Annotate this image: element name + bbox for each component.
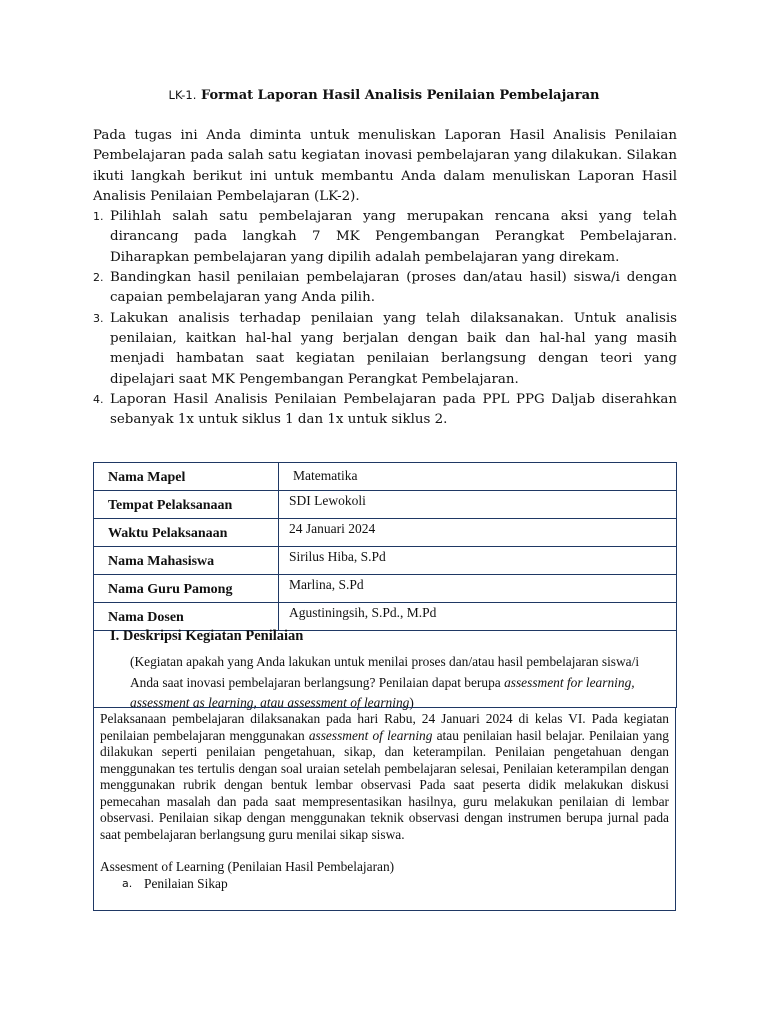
step-item bbox=[93, 390, 677, 431]
row-value: Sirilus Hiba, S.Pd bbox=[279, 547, 677, 575]
answer-subheading: Assesment of Learning (Penilaian Hasil Pembelajaran) bbox=[100, 859, 395, 874]
answer-italic-text: assessment of learning bbox=[308, 727, 433, 743]
note-italic-text: assessment for learning, assessment as learning, atau assessment of learning bbox=[130, 674, 635, 710]
worksheet-title bbox=[0, 88, 768, 103]
worksheet-title-text: Format Laporan Hasil Analisis Penilaian Pembelajaran bbox=[200, 88, 600, 103]
row-value: Matematika bbox=[279, 463, 677, 491]
row-value: 24 Januari 2024 bbox=[279, 519, 677, 547]
row-label: Nama Dosen bbox=[94, 603, 279, 631]
list-marker: a. bbox=[122, 876, 133, 890]
answer-paragraph bbox=[100, 711, 669, 843]
row-label: Nama Guru Pamong bbox=[94, 575, 279, 603]
section-note bbox=[130, 652, 660, 714]
table-row bbox=[94, 575, 677, 603]
step-text: Bandingkan hasil penilaian pembelajaran (proses dan/atau hasil) siswa/i dengan capaian pembelajaran yang Anda pilih. bbox=[110, 270, 677, 306]
step-item bbox=[93, 268, 677, 309]
step-text: Pilihlah salah satu pembelajaran yang merupakan rencana aksi yang telah dirancang pada langkah 7 MK Pengembangan Perangkat Pembelajaran. Diharapkan pembelajaran yang dipilih adalah pembelajaran yang direkam. bbox=[110, 209, 677, 265]
intro-paragraph: Pada tugas ini Anda diminta untuk menuliskan Laporan Hasil Analisis Penilaian Pembelajaran pada salah satu kegiatan inovasi pembelajaran yang dilakukan. Silakan ikuti langkah berikut ini untuk membantu Anda dalam menuliskan Laporan Hasil Analisis Penilaian Pembelajaran (LK-2). bbox=[93, 128, 677, 204]
table-row bbox=[94, 547, 677, 575]
row-label: Waktu Pelaksanaan bbox=[94, 519, 279, 547]
worksheet-code: LK-1. bbox=[168, 88, 197, 102]
list-item bbox=[100, 876, 669, 893]
row-value: Marlina, S.Pd bbox=[279, 575, 677, 603]
step-number: 2. bbox=[93, 271, 104, 285]
step-item bbox=[93, 309, 677, 390]
answer-box bbox=[93, 707, 676, 911]
step-number: 4. bbox=[93, 392, 104, 406]
answer-text: Pelaksanaan pembelajaran dilaksanakan pada hari Rabu, 24 Januari 2024 di kelas VI. Pada kegiatan penilaian pembelajaran menggunakan bbox=[100, 711, 669, 743]
step-item bbox=[93, 207, 677, 268]
step-number: 1. bbox=[93, 210, 104, 224]
instruction-steps bbox=[93, 207, 677, 430]
row-label: Nama Mapel bbox=[94, 463, 279, 491]
note-close: ) bbox=[409, 695, 414, 710]
step-text: Laporan Hasil Analisis Penilaian Pembelajaran pada PPL PPG Daljab diserahkan sebanyak 1x untuk siklus 1 dan 1x untuk siklus 2. bbox=[110, 391, 677, 428]
row-label: Nama Mahasiswa bbox=[94, 547, 279, 575]
section-heading: I. Deskripsi Kegiatan Penilaian bbox=[110, 628, 304, 644]
answer-text: atau penilaian hasil belajar. Penilaian yang dilakukan seperti penilaian pengetahuan, sikap, dan keterampilan. Penilaian pengetahuan dengan menggunakan tes tertulis dengan soal uraian setelah pembelajaran selesai, Penilaian keterampilan dengan menggunakan rubrik dengan bentuk lembar observasi Pada saat peserta didik melakukan diskusi pemecahan masalah dan pada saat mempresentasikan hasilnya, guru melakukan penilaian di lembar observasi. Penilaian sikap dengan menggunakan teknik observasi dengan instrumen berupa jurnal pada saat pembelajaran berlangsung guru menilai sikap siswa. bbox=[100, 727, 670, 842]
row-value: SDI Lewokoli bbox=[279, 491, 677, 519]
step-number: 3. bbox=[93, 311, 104, 325]
info-table bbox=[93, 462, 677, 631]
row-label: Tempat Pelaksanaan bbox=[94, 491, 279, 519]
note-text: (Kegiatan apakah yang Anda lakukan untuk menilai proses dan/atau hasil pembelajaran siswa/i Anda saat inovasi pembelajaran berlangsung? Penilaian dapat berupa bbox=[130, 654, 640, 690]
section-description bbox=[93, 625, 677, 708]
row-value: Agustiningsih, S.Pd., M.Pd bbox=[279, 603, 677, 631]
table-row bbox=[94, 463, 677, 491]
table-row bbox=[94, 519, 677, 547]
table-row bbox=[94, 491, 677, 519]
step-text: Lakukan analisis terhadap penilaian yang telah dilaksanakan. Untuk analisis penilaian, kaitkan hal-hal yang berjalan dengan baik dan hal-hal yang masih menjadi hambatan saat kegiatan penilaian berlangsung dengan teori yang dipelajari saat MK Pengembangan Perangkat Pembelajaran. bbox=[110, 310, 677, 387]
list-item-text: Penilaian Sikap bbox=[144, 875, 228, 891]
instructions bbox=[93, 126, 677, 430]
